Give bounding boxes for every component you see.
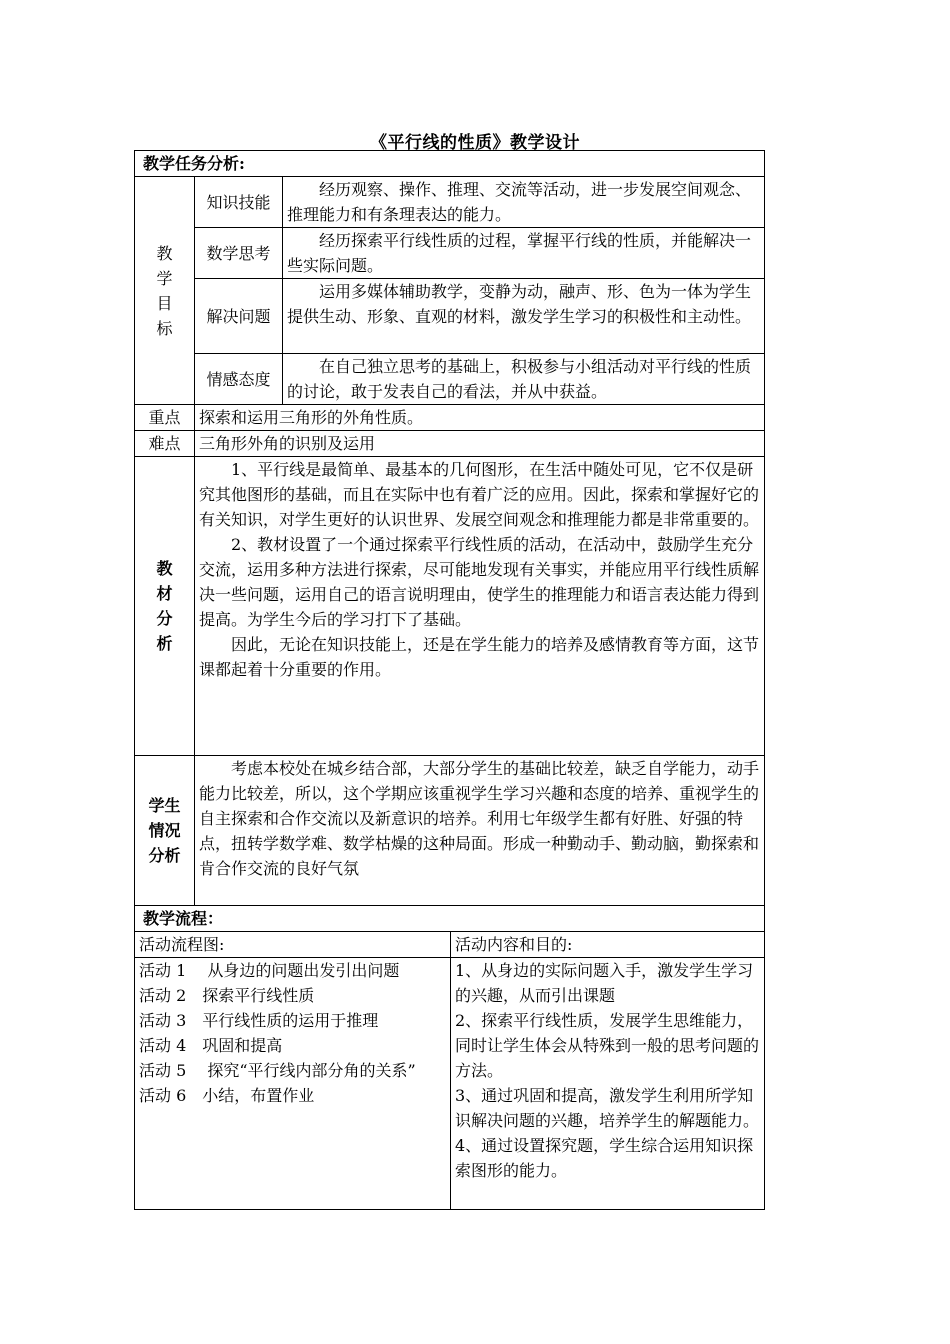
student-label-line: 情况: [148, 821, 181, 840]
purpose-item: 3、通过巩固和提高，激发学生利用所学知识解决问题的兴趣，培养学生的解题能力。: [455, 1086, 760, 1130]
activity-item: 活动 2 探索平行线性质: [139, 986, 315, 1005]
student-label-line: 学生: [148, 796, 181, 815]
activity-list: [135, 958, 451, 1210]
activity-item: 活动 4 巩固和提高: [139, 1036, 283, 1055]
difficulty-text: 三角形外角的识别及运用: [195, 431, 765, 457]
key-point-label: 重点: [135, 405, 195, 431]
purpose-list: [451, 958, 765, 1210]
objectives-label-char: 目: [156, 293, 173, 313]
key-point-text: 探索和运用三角形的外角性质。: [195, 405, 765, 431]
material-label-char: 材: [156, 584, 173, 603]
flow-chart-header: 活动流程图:: [135, 932, 451, 958]
objectives-label-char: 标: [156, 318, 173, 338]
difficulty-label: 难点: [135, 431, 195, 457]
objectives-label: [135, 177, 195, 405]
objective-label-attitude: 情感态度: [195, 354, 283, 405]
lesson-plan-table: [134, 150, 765, 1210]
objective-text-problem-solving: 运用多媒体辅助教学，变静为动，融声、形、色为一体为学生提供生动、形象、直观的材料，激发学生学习的积极性和主动性。: [283, 279, 765, 354]
teaching-flow-header: 教学流程：: [135, 906, 765, 932]
flow-purpose-header: 活动内容和目的:: [451, 932, 765, 958]
material-label-char: 分: [156, 609, 173, 628]
student-analysis-label: [135, 756, 195, 906]
objective-text-math-thinking: 经历探索平行线性质的过程，掌握平行线的性质，并能解决一些实际问题。: [283, 228, 765, 279]
activity-item: 活动 5 探究“平行线内部分角的关系”: [139, 1061, 416, 1080]
objective-label-math-thinking: 数学思考: [195, 228, 283, 279]
objective-label-problem-solving: 解决问题: [195, 279, 283, 354]
activity-item: 活动 6 小结，布置作业: [139, 1086, 315, 1105]
material-label-char: 析: [156, 634, 173, 653]
student-label-line: 分析: [148, 846, 181, 865]
material-analysis-label: [135, 457, 195, 756]
material-analysis-text: [195, 457, 765, 756]
purpose-item: 1、从身边的实际问题入手，激发学生学习的兴趣，从而引出课题: [455, 961, 754, 1005]
task-analysis-header: 教学任务分析:: [135, 151, 765, 177]
objective-text-knowledge: 经历观察、操作、推理、交流等活动，进一步发展空间观念、推理能力和有条理表达的能力。: [283, 177, 765, 228]
purpose-item: 4、通过设置探究题，学生综合运用知识探索图形的能力。: [455, 1136, 754, 1180]
objectives-label-char: 学: [156, 268, 173, 288]
objective-text-attitude: 在自己独立思考的基础上，积极参与小组活动对平行线的性质的讨论，敢于发表自己的看法，并从中获益。: [283, 354, 765, 405]
objective-label-knowledge: 知识技能: [195, 177, 283, 228]
material-paragraph: 因此，无论在知识技能上，还是在学生能力的培养及感情教育等方面，这节课都起着十分重要的作用。: [199, 635, 760, 679]
page-title: 《平行线的性质》教学设计: [370, 133, 580, 153]
objectives-label-char: 教: [156, 243, 173, 263]
material-paragraph: 1、平行线是最简单、最基本的几何图形，在生活中随处可见，它不仅是研究其他图形的基础，而且在实际中也有着广泛的应用。因此，探索和掌握好它的有关知识，对学生更好的认识世界、发展空间观念和推理能力都是非常重要的。: [199, 460, 760, 529]
material-paragraph: 2、教材设置了一个通过探索平行线性质的活动，在活动中，鼓励学生充分交流，运用多种方法进行探索，尽可能地发现有关事实，并能应用平行线性质解决一些问题，运用自己的语言说明理由，使学生的推理能力和语言表达能力得到提高。为学生今后的学习打下了基础。: [199, 535, 760, 629]
purpose-item: 2、探索平行线性质，发展学生思维能力，同时让学生体会从特殊到一般的思考问题的方法。: [455, 1011, 760, 1080]
activity-item: 活动 1 从身边的问题出发引出问题: [139, 961, 400, 980]
student-analysis-text: 考虑本校处在城乡结合部，大部分学生的基础比较差，缺乏自学能力，动手能力比较差，所以，这个学期应该重视学生学习兴趣和态度的培养、重视学生的自主探索和合作交流以及新意识的培养。利用七年级学生都有好胜、好强的特点，扭转学数学难、数学枯燥的这种局面。形成一种勤动手、勤动脑，勤探索和肯合作交流的良好气氛: [195, 756, 765, 906]
activity-item: 活动 3 平行线性质的运用于推理: [139, 1011, 379, 1030]
material-label-char: 教: [156, 559, 173, 578]
